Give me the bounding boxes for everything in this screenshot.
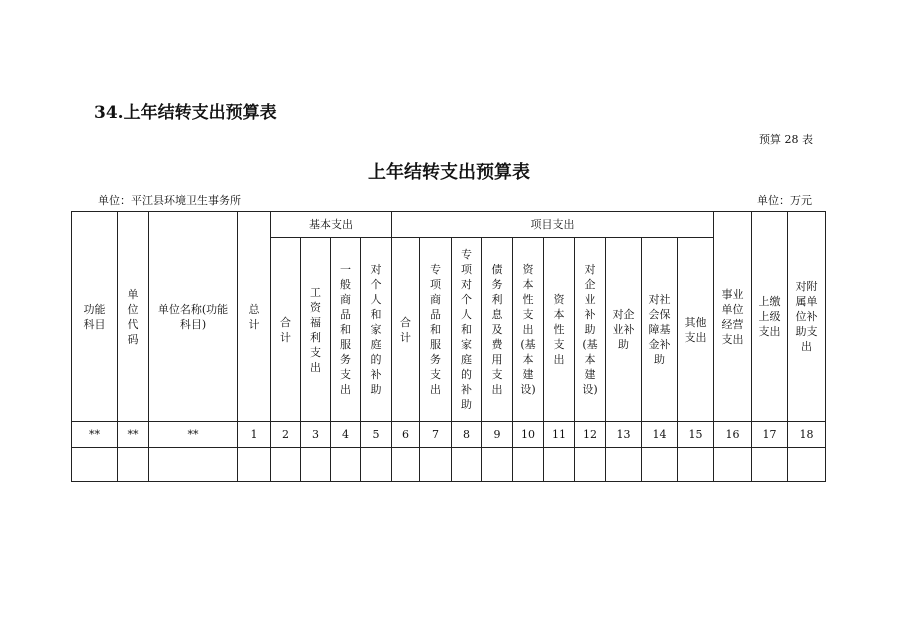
index-cell: 1 xyxy=(238,422,271,448)
section-title: 34.上年结转支出预算表 xyxy=(94,103,277,123)
index-cell: 16 xyxy=(714,422,752,448)
header-capital-construction: 资 本 性 支 出 (基 本 建 设) xyxy=(513,238,544,422)
header-subsidy-to-affiliates: 对附 属单 位补 助支 出 xyxy=(788,212,826,422)
index-cell: 10 xyxy=(513,422,544,448)
header-other-expenditure: 其他 支出 xyxy=(678,238,714,422)
data-cell xyxy=(420,448,452,482)
data-cell xyxy=(149,448,238,482)
index-cell: 13 xyxy=(606,422,642,448)
header-social-security-subsidy: 对社 会保 障基 金补 助 xyxy=(642,238,678,422)
unit-organization: 单位：平江县环境卫生事务所 xyxy=(98,194,241,207)
header-enterprise-subsidy-construction: 对 企 业 补 助 (基 本 建 设) xyxy=(575,238,606,422)
data-cell xyxy=(544,448,575,482)
data-cell xyxy=(271,448,301,482)
data-cell xyxy=(714,448,752,482)
header-capital-expenditure: 资 本 性 支 出 xyxy=(544,238,575,422)
header-special-goods-services: 专 项 商 品 和 服 务 支 出 xyxy=(420,238,452,422)
data-cell xyxy=(392,448,420,482)
data-cell xyxy=(482,448,513,482)
header-remit-to-superior: 上缴 上级 支出 xyxy=(752,212,788,422)
data-cell xyxy=(331,448,361,482)
data-cell xyxy=(238,448,271,482)
index-cell: 6 xyxy=(392,422,420,448)
index-cell: 5 xyxy=(361,422,392,448)
index-cell: 4 xyxy=(331,422,361,448)
table-title: 上年结转支出预算表 xyxy=(368,162,530,183)
form-code: 预算 28 表 xyxy=(759,133,813,146)
data-cell xyxy=(118,448,149,482)
budget-table xyxy=(71,211,826,482)
index-cell: 17 xyxy=(752,422,788,448)
header-individual-household-subsidy: 对 个 人 和 家 庭 的 补 助 xyxy=(361,238,392,422)
header-grand-total: 总 计 xyxy=(238,212,271,422)
index-cell: 14 xyxy=(642,422,678,448)
index-cell: 11 xyxy=(544,422,575,448)
unit-currency: 单位：万元 xyxy=(757,194,812,207)
index-cell: 3 xyxy=(301,422,331,448)
index-cell: 12 xyxy=(575,422,606,448)
header-business-operating: 事业 单位 经营 支出 xyxy=(714,212,752,422)
data-cell xyxy=(575,448,606,482)
index-cell: 8 xyxy=(452,422,482,448)
index-cell: 15 xyxy=(678,422,714,448)
data-cell xyxy=(72,448,118,482)
index-cell: ** xyxy=(149,422,238,448)
header-basic-subtotal: 合 计 xyxy=(271,238,301,422)
index-cell: 18 xyxy=(788,422,826,448)
header-unit-name: 单位名称(功能 科目) xyxy=(149,212,238,422)
index-cell: 9 xyxy=(482,422,513,448)
header-goods-services: 一 般 商 品 和 服 务 支 出 xyxy=(331,238,361,422)
group-basic-expenditure: 基本支出 xyxy=(271,212,392,238)
data-cell xyxy=(678,448,714,482)
header-debt-interest: 债 务 利 息 及 费 用 支 出 xyxy=(482,238,513,422)
data-cell xyxy=(752,448,788,482)
data-cell xyxy=(606,448,642,482)
group-project-expenditure: 项目支出 xyxy=(392,212,714,238)
index-cell: ** xyxy=(118,422,149,448)
header-enterprise-subsidy: 对企 业补 助 xyxy=(606,238,642,422)
header-special-individual-subsidy: 专 项 对 个 人 和 家 庭 的 补 助 xyxy=(452,238,482,422)
table-row xyxy=(72,448,826,482)
index-cell: 7 xyxy=(420,422,452,448)
data-cell xyxy=(513,448,544,482)
index-cell: 2 xyxy=(271,422,301,448)
header-project-subtotal: 合 计 xyxy=(392,238,420,422)
data-cell xyxy=(361,448,392,482)
data-cell xyxy=(642,448,678,482)
index-cell: ** xyxy=(72,422,118,448)
data-cell xyxy=(452,448,482,482)
header-function-subject: 功能 科目 xyxy=(72,212,118,422)
data-cell xyxy=(301,448,331,482)
header-salary-welfare: 工 资 福 利 支 出 xyxy=(301,238,331,422)
data-cell xyxy=(788,448,826,482)
header-unit-code: 单 位 代 码 xyxy=(118,212,149,422)
